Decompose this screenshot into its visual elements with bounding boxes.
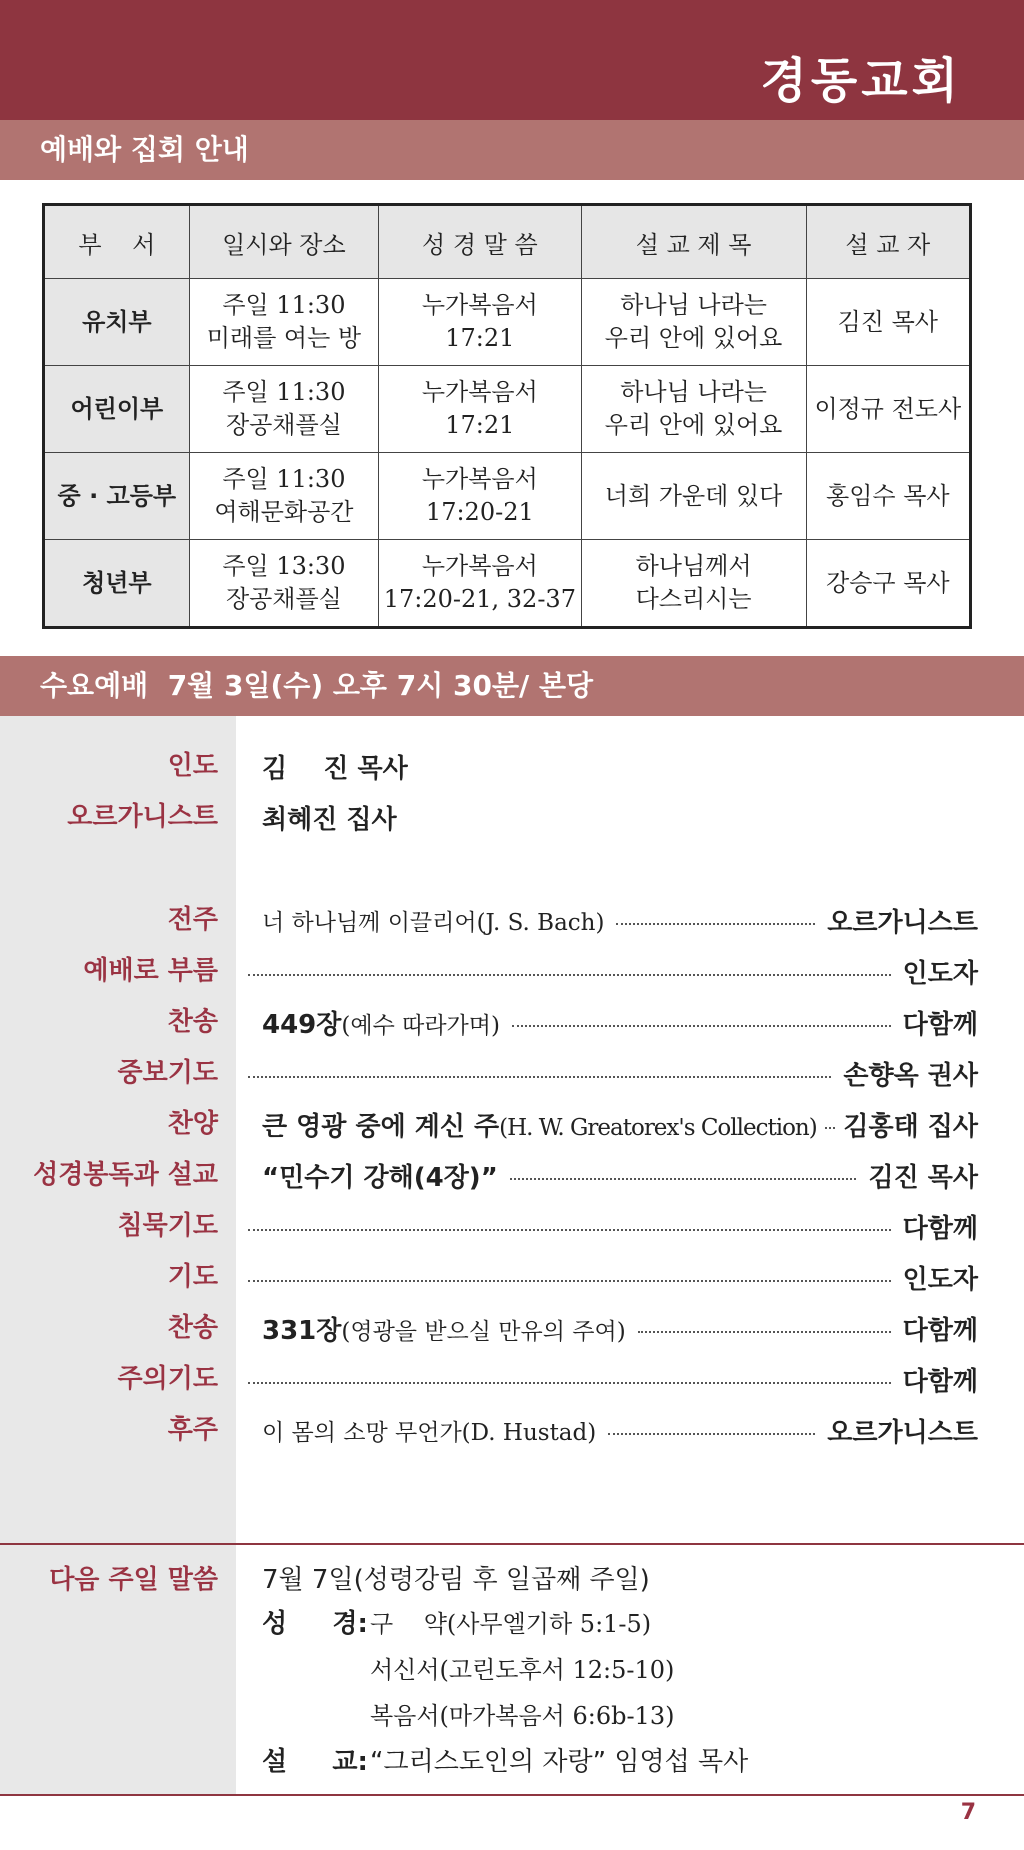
table-row xyxy=(44,540,971,628)
order-label: 주의기도 xyxy=(117,1364,218,1394)
role-label: 인도 xyxy=(167,751,218,781)
reading-ot: 구 약(사무엘기하 5:1-5) xyxy=(370,1610,652,1638)
order-performer: 인도자 xyxy=(902,958,978,989)
order-label: 후주 xyxy=(167,1415,218,1445)
order-performer: 다함께 xyxy=(902,1315,978,1346)
section-header-wednesday-service xyxy=(0,656,1024,716)
order-item xyxy=(0,1255,1024,1299)
book: 누가복음서 xyxy=(421,465,538,493)
order-content xyxy=(262,1306,978,1350)
column-header: 일시와 장소 xyxy=(189,205,378,279)
order-label: 중보기도 xyxy=(117,1058,218,1088)
order-text xyxy=(262,1004,500,1041)
order-performer: 다함께 xyxy=(902,1213,978,1244)
preacher-cell: 강승구 목사 xyxy=(806,540,970,628)
order-content xyxy=(262,1000,978,1044)
section-title: 수요예배 7월 3일(수) 오후 7시 30분/ 본당 xyxy=(40,669,594,702)
reading-gospel: 복음서(마가복음서 6:6b-13) xyxy=(370,1702,675,1730)
schedule-table xyxy=(42,203,972,629)
sermon-title-cell xyxy=(581,279,806,366)
dept-cell: 중 · 고등부 xyxy=(44,453,190,540)
time-place-cell xyxy=(189,453,378,540)
order-label: 찬양 xyxy=(167,1109,218,1139)
preacher-cell: 홍임수 목사 xyxy=(806,453,970,540)
order-performer: 오르가니스트 xyxy=(827,907,978,938)
order-item xyxy=(0,1000,1024,1044)
leader-dots xyxy=(248,1280,891,1282)
leader-dots xyxy=(248,974,891,976)
church-logo: 경동교회 xyxy=(760,53,962,109)
next-week-date: 7월 7일(성령강림 후 일곱째 주일) xyxy=(262,1565,650,1595)
table-row xyxy=(44,453,971,540)
scripture-cell xyxy=(379,279,581,366)
place: 여해문화공간 xyxy=(214,498,354,526)
title-line: 하나님께서 xyxy=(635,552,752,580)
reading-epistle: 서신서(고린도후서 12:5-10) xyxy=(370,1656,675,1684)
verse: 17:20-21 xyxy=(425,498,534,526)
order-item xyxy=(0,949,1024,993)
order-item xyxy=(0,1153,1024,1197)
time: 주일 11:30 xyxy=(222,291,346,319)
title-line: 우리 안에 있어요 xyxy=(604,411,783,439)
leader-row xyxy=(0,744,1024,788)
preacher-cell: 김진 목사 xyxy=(806,279,970,366)
order-label: 찬송 xyxy=(167,1313,218,1343)
title-line: 우리 안에 있어요 xyxy=(604,324,783,352)
place: 장공채플실 xyxy=(225,585,342,613)
order-item xyxy=(0,1357,1024,1401)
time-place-cell xyxy=(189,279,378,366)
order-content xyxy=(262,1102,978,1146)
dept-cell: 유치부 xyxy=(44,279,190,366)
order-label: 성경봉독과 설교 xyxy=(33,1160,218,1190)
order-content xyxy=(236,1357,978,1401)
divider xyxy=(0,1543,1024,1545)
order-label: 찬송 xyxy=(167,1007,218,1037)
verse: 17:21 xyxy=(445,324,515,352)
order-performer: 오르가니스트 xyxy=(827,1417,978,1448)
order-performer: 인도자 xyxy=(902,1264,978,1295)
scripture-cell xyxy=(379,366,581,453)
time: 주일 11:30 xyxy=(222,378,346,406)
leader-dots xyxy=(825,1127,836,1129)
order-performer: 다함께 xyxy=(902,1009,978,1040)
order-item xyxy=(0,1051,1024,1095)
leader-dots xyxy=(616,923,815,925)
sermon-title-cell xyxy=(581,540,806,628)
anthem-title: 큰 영광 중에 계신 주 xyxy=(262,1111,500,1142)
leader-dots xyxy=(248,1076,831,1078)
order-item xyxy=(0,1102,1024,1146)
table-header-row xyxy=(44,205,971,279)
column-header: 설 교 제 목 xyxy=(581,205,806,279)
book: 누가복음서 xyxy=(421,291,538,319)
role-label: 오르가니스트 xyxy=(67,802,218,832)
order-text xyxy=(262,1106,817,1143)
order-content xyxy=(262,1153,978,1197)
book: 누가복음서 xyxy=(421,378,538,406)
time-place-cell xyxy=(189,366,378,453)
place: 장공채플실 xyxy=(225,411,342,439)
leader-dots xyxy=(608,1433,815,1435)
order-item xyxy=(0,898,1024,942)
order-performer: 손향옥 권사 xyxy=(843,1060,978,1091)
order-performer: 다함께 xyxy=(902,1366,978,1397)
title-line: 너희 가운데 있다 xyxy=(604,481,783,510)
scripture-cell xyxy=(379,453,581,540)
order-content xyxy=(236,1204,978,1248)
time: 주일 13:30 xyxy=(222,552,346,580)
table-row xyxy=(44,279,971,366)
order-label: 기도 xyxy=(167,1262,218,1292)
order-content xyxy=(262,898,978,942)
title-line: 하나님 나라는 xyxy=(620,291,767,319)
anthem-source: (H. W. Greatorex's Collection) xyxy=(499,1114,817,1141)
time: 주일 11:30 xyxy=(222,465,346,493)
dept-cell: 어린이부 xyxy=(44,366,190,453)
hymn-title: (예수 따라가며) xyxy=(341,1012,500,1039)
order-content xyxy=(236,1051,978,1095)
hymn-number: 331장 xyxy=(262,1315,342,1346)
leader-dots xyxy=(248,1229,891,1231)
leader-dots xyxy=(248,1382,891,1384)
sermon-title-cell xyxy=(581,366,806,453)
scripture-cell xyxy=(379,540,581,628)
column-header: 설 교 자 xyxy=(806,205,970,279)
sermon-title-cell xyxy=(581,453,806,540)
order-performer: 김홍태 집사 xyxy=(843,1111,978,1142)
header-bar xyxy=(0,0,1024,120)
section-title: 예배와 집회 안내 xyxy=(40,133,249,166)
hymn-number: 449장 xyxy=(262,1009,342,1040)
order-label: 전주 xyxy=(167,905,218,935)
preacher-cell: 이정규 전도사 xyxy=(806,366,970,453)
order-text xyxy=(262,1157,498,1194)
verse: 17:20-21, 32-37 xyxy=(383,585,576,613)
leader-dots xyxy=(638,1331,891,1333)
bottom-divider xyxy=(0,1794,1024,1796)
next-week-label: 다음 주일 말씀 xyxy=(49,1565,218,1595)
sermon-label: 설 교: xyxy=(262,1747,368,1777)
leader-dots xyxy=(512,1025,891,1027)
title-line: 다스리시는 xyxy=(635,585,752,613)
leader-name: 최혜진 집사 xyxy=(262,804,397,835)
order-item xyxy=(0,1204,1024,1248)
order-item xyxy=(0,1408,1024,1452)
order-label: 예배로 부름 xyxy=(83,956,218,986)
column-header: 부 서 xyxy=(44,205,190,279)
order-content xyxy=(262,1408,978,1452)
next-sermon: “그리스도인의 자랑” 임영섭 목사 xyxy=(370,1747,749,1777)
table-row xyxy=(44,366,971,453)
order-text xyxy=(262,1310,626,1347)
place: 미래를 여는 방 xyxy=(206,324,362,352)
order-item xyxy=(0,1306,1024,1350)
column-header: 성 경 말 씀 xyxy=(379,205,581,279)
book: 누가복음서 xyxy=(421,552,538,580)
time-place-cell xyxy=(189,540,378,628)
order-label: 침묵기도 xyxy=(117,1211,218,1241)
order-content xyxy=(236,949,978,993)
verse: 17:21 xyxy=(445,411,515,439)
order-text: 너 하나님께 이끌리어(J. S. Bach) xyxy=(262,909,605,936)
leader-name: 김 진 목사 xyxy=(262,753,408,784)
leader-content xyxy=(262,795,978,839)
leader-content xyxy=(262,744,978,788)
scripture-label: 성 경: xyxy=(262,1609,368,1639)
leader-row xyxy=(0,795,1024,839)
dept-cell: 청년부 xyxy=(44,540,190,628)
leader-dots xyxy=(510,1178,857,1180)
order-performer: 김진 목사 xyxy=(868,1162,978,1193)
order-text: 이 몸의 소망 무언가(D. Hustad) xyxy=(262,1419,597,1446)
section-header-worship-meetings xyxy=(0,120,1024,180)
order-content xyxy=(236,1255,978,1299)
sermon-title: “민수기 강해(4장)” xyxy=(262,1162,498,1193)
hymn-title: (영광을 받으실 만유의 주여) xyxy=(341,1318,626,1345)
page-number: 7 xyxy=(960,1800,976,1825)
title-line: 하나님 나라는 xyxy=(620,378,767,406)
